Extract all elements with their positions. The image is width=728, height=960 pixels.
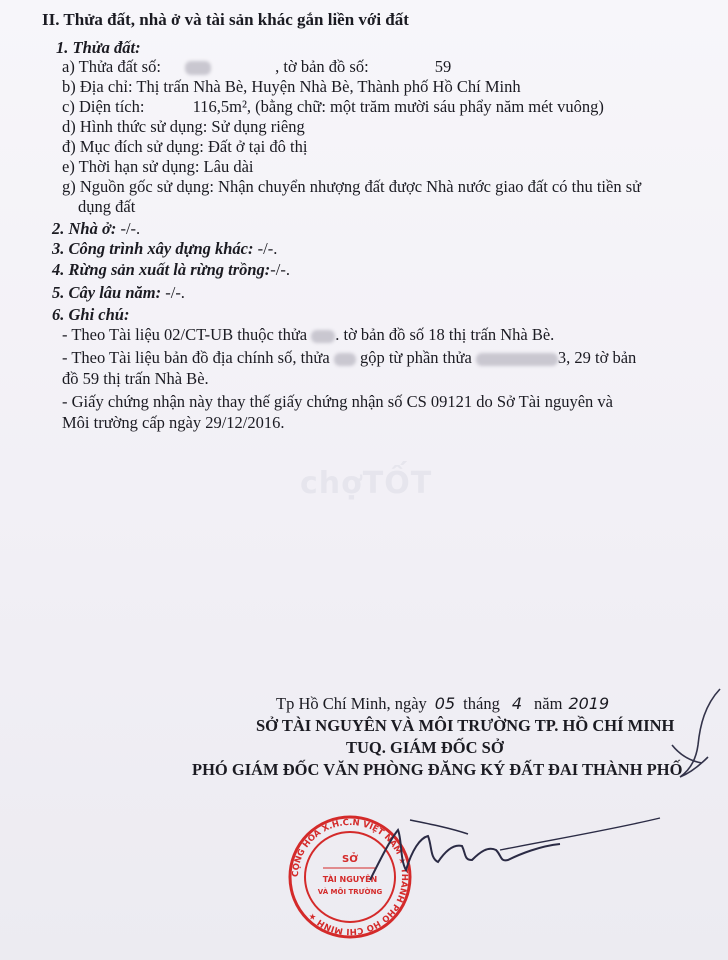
redacted-parcel-number xyxy=(185,61,211,75)
construction-value: -/-. xyxy=(253,239,278,258)
signing-year: 2019 xyxy=(568,694,610,713)
house-value: -/-. xyxy=(116,219,141,238)
signing-date xyxy=(276,694,609,714)
redacted-parcel xyxy=(334,353,356,366)
signing-day: 05 xyxy=(434,694,456,713)
forest-value: -/-. xyxy=(270,260,290,279)
house-row xyxy=(52,219,140,239)
handwritten-signature xyxy=(350,810,680,900)
area-value: 116,5m², (bằng chữ: một trăm mười sáu phẩy năm mét vuông) xyxy=(192,97,604,116)
land-parcel-row xyxy=(62,57,451,77)
note-1-end: . tờ bản đồ số 18 thị trấn Nhà Bè. xyxy=(335,325,555,344)
month-label: tháng xyxy=(463,694,500,713)
note-1-start: - Theo Tài liệu 02/CT-UB thuộc thửa xyxy=(62,325,308,344)
signer-title: PHÓ GIÁM ĐỐC VĂN PHÒNG ĐĂNG KÝ ĐẤT ĐAI THÀNH PHỐ xyxy=(192,760,683,779)
seal-text-3: VÀ MÔI TRƯỜNG xyxy=(317,888,383,896)
construction-label: 3. Công trình xây dựng khác: xyxy=(52,239,254,258)
authorization-title: TUQ. GIÁM ĐỐC SỞ xyxy=(346,738,504,757)
signing-place: Tp Hồ Chí Minh, ngày xyxy=(276,694,427,713)
note-2 xyxy=(62,348,636,368)
redacted-parcel xyxy=(311,330,335,343)
land-heading: 1. Thửa đất: xyxy=(56,38,141,57)
note-1 xyxy=(62,325,554,345)
map-sheet-value: 59 xyxy=(434,57,452,76)
construction-row xyxy=(52,239,277,259)
seal-text-1: SỞ xyxy=(342,854,358,865)
origin-row-continued: dụng đất xyxy=(78,197,136,216)
usage-term-row: e) Thời hạn sử dụng: Lâu dài xyxy=(62,157,254,176)
watermark: chợTỐT xyxy=(300,466,433,501)
forest-label: 4. Rừng sản xuất là rừng trồng: xyxy=(52,260,271,279)
trees-row xyxy=(52,283,185,303)
margin-signature xyxy=(650,685,728,795)
note-2-mid: gộp từ phần thửa xyxy=(359,348,472,367)
area-label: c) Diện tích: xyxy=(62,97,145,116)
year-label: năm xyxy=(534,694,563,713)
trees-value: -/-. xyxy=(161,283,185,302)
parcel-number-label: a) Thửa đất số: xyxy=(62,57,161,76)
note-3-continued: Môi trường cấp ngày 29/12/2016. xyxy=(62,413,285,432)
trees-label: 5. Cây lâu năm: xyxy=(52,283,162,302)
forest-row xyxy=(52,260,290,280)
note-2-start: - Theo Tài liệu bản đồ địa chính số, thửa xyxy=(62,348,330,367)
origin-row: g) Nguồn gốc sử dụng: Nhận chuyển nhượng đất được Nhà nước giao đất có thu tiền sử xyxy=(62,177,642,196)
issuing-organization: SỞ TÀI NGUYÊN VÀ MÔI TRƯỜNG TP. HỒ CHÍ MINH xyxy=(256,716,675,735)
note-3: - Giấy chứng nhận này thay thế giấy chứng nhận số CS 09121 do Sở Tài nguyên và xyxy=(62,392,614,411)
address-row: b) Địa chỉ: Thị trấn Nhà Bè, Huyện Nhà Bè, Thành phố Hồ Chí Minh xyxy=(62,77,521,96)
seal-ring-text: CỘNG HÒA X.H.C.N VIỆT NAM ★ THÀNH PHỐ HỒ CHÍ MINH ★ xyxy=(290,817,410,937)
section-title: II. Thửa đất, nhà ở và tài sản khác gắn liền với đất xyxy=(42,10,409,29)
seal-text-2: TÀI NGUYÊN xyxy=(322,875,378,884)
usage-purpose-row: đ) Mục đích sử dụng: Đất ở tại đô thị xyxy=(62,137,308,156)
note-2-continued: đồ 59 thị trấn Nhà Bè. xyxy=(62,369,209,388)
note-2-end: 3, 29 tờ bản xyxy=(557,348,637,367)
redacted-parcel-list xyxy=(476,353,558,366)
map-sheet-label: , tờ bản đồ số: xyxy=(275,57,369,76)
usage-form-row: d) Hình thức sử dụng: Sử dụng riêng xyxy=(62,117,305,136)
notes-heading: 6. Ghi chú: xyxy=(52,305,130,324)
signing-month: 4 xyxy=(511,694,523,713)
area-row xyxy=(62,97,604,117)
house-label: 2. Nhà ở: xyxy=(52,219,117,238)
